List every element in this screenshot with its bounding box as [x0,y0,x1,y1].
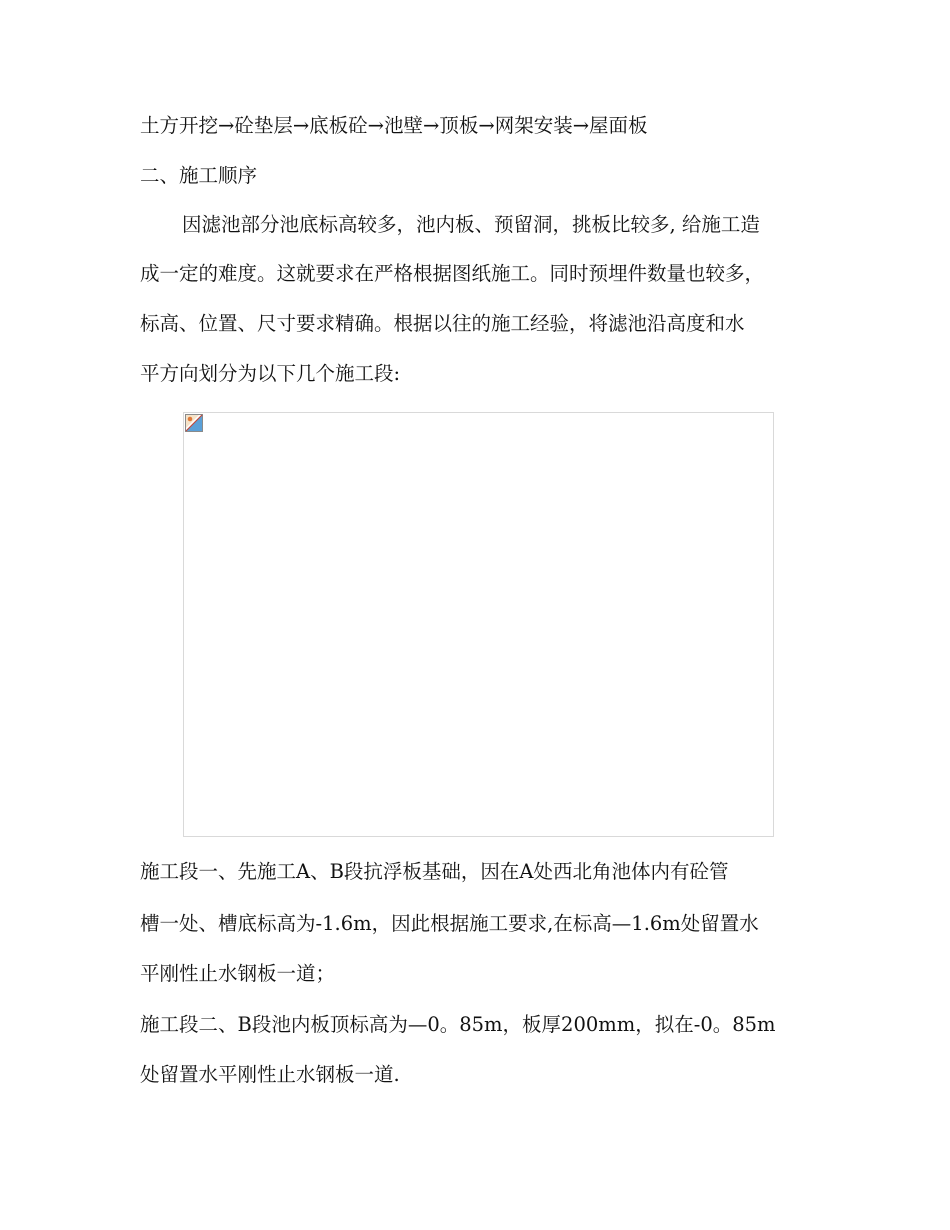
image-placeholder [183,412,774,837]
paragraph-line: 平方向划分为以下几个施工段: [140,362,401,385]
stage-line: 施工段二、B段池内板顶标高为—0。85m，板厚200mm，拟在-0。85m [140,1013,776,1036]
paragraph-line: 标高、位置、尺寸要求精确。根据以往的施工经验，将滤池沿高度和水 [140,312,745,335]
paragraph-line: 因滤池部分池底标高较多，池内板、预留洞，挑板比较多, 给施工造 [182,213,760,236]
stage-line: 槽一处、槽底标高为-1.6m，因此根据施工要求,在标高—1.6m处留置水 [140,912,759,935]
paragraph-line: 成一定的难度。这就要求在严格根据图纸施工。同时预埋件数量也较多， [140,262,765,285]
section-heading: 二、施工顺序 [140,164,258,187]
process-flow-line: 土方开挖→砼垫层→底板砼→池壁→顶板→网架安装→屋面板 [140,114,648,137]
stage-line: 施工段一、先施工A、B段抗浮板基础，因在A处西北角池体内有砼管 [140,860,729,883]
stage-line: 处留置水平刚性止水钢板一道. [140,1063,400,1086]
stage-line: 平刚性止水钢板一道； [140,962,336,985]
broken-image-icon [185,414,203,432]
